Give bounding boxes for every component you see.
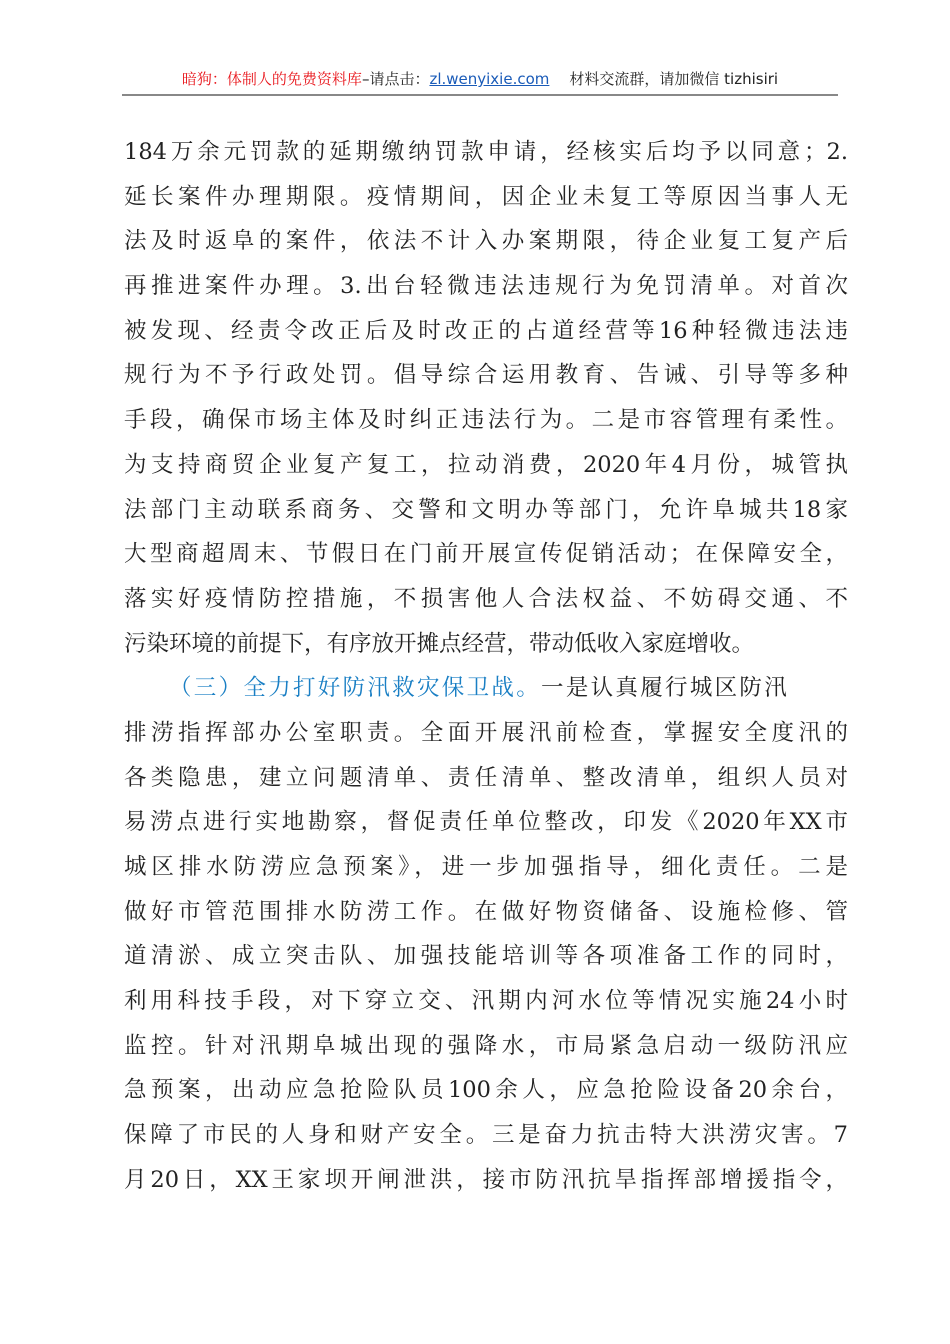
header-contact: 材料交流群，请加微信 tizhisiri xyxy=(569,70,779,88)
text-line: 落实好疫情防控措施，不损害他人合法权益、不妨碍交通、不 xyxy=(124,585,848,612)
text-line: 法部门主动联系商务、交警和文明办等部门，允许阜城共18家 xyxy=(124,496,848,523)
section-line xyxy=(124,666,848,711)
text-line: 保障了市民的人身和财产安全。三是奋力抗击特大洪涝灾害。7 xyxy=(124,1122,848,1149)
header-link[interactable]: zl.wenyixie.com xyxy=(429,70,550,88)
text-line: 污染环境的前提下，有序放开摊点经营，带动低收入家庭增收。 xyxy=(124,630,755,657)
text-line: 为支持商贸企业复产复工，拉动消费，2020年4月份，城管执 xyxy=(124,451,848,478)
header-brand: 暗狗：体制人的免费资料库 xyxy=(181,70,362,88)
page-header xyxy=(122,68,838,96)
text-span: 一是认真履行城区防汛 xyxy=(541,675,790,702)
text-line: 排涝指挥部办公室职责。全面开展汛前检查，掌握安全度汛的 xyxy=(124,719,848,746)
text-line: 被发现、经责令改正后及时改正的占道经营等16种轻微违法违 xyxy=(124,317,848,344)
text-line: 各类隐患，建立问题清单、责任清单、整改清单，组织人员对 xyxy=(124,764,848,791)
text-line: 手段，确保市场主体及时纠正违法行为。二是市容管理有柔性。 xyxy=(124,407,848,434)
text-line: 道清淤、成立突击队、加强技能培训等各项准备工作的同时， xyxy=(124,943,848,970)
text-line: 监控。针对汛期阜城出现的强降水，市局紧急启动一级防汛应 xyxy=(124,1032,848,1059)
text-line: 城区排水防涝应急预案》，进一步加强指导，细化责任。二是 xyxy=(124,854,848,880)
document-body xyxy=(124,130,848,1203)
header-prompt: –请点击： xyxy=(361,70,430,88)
text-line: 法及时返阜的案件，依法不计入办案期限，待企业复工复产后 xyxy=(124,228,848,255)
text-line: 184万余元罚款的延期缴纳罚款申请，经核实后均予以同意；2. xyxy=(124,139,848,165)
text-line: 再推进案件办理。3.出台轻微违法违规行为免罚清单。对首次 xyxy=(124,273,848,300)
text-line: 延长案件办理期限。疫情期间，因企业未复工等原因当事人无 xyxy=(124,183,848,210)
text-line: 规行为不予行政处罚。倡导综合运用教育、告诫、引导等多种 xyxy=(124,362,848,389)
section-heading: （三）全力打好防汛救灾保卫战。 xyxy=(169,675,542,702)
text-line: 做好市管范围排水防涝工作。在做好物资储备、设施检修、管 xyxy=(124,898,848,925)
text-line: 大型商超周末、节假日在门前开展宣传促销活动；在保障安全， xyxy=(124,541,848,568)
text-line: 月20日，XX王家坝开闸泄洪，接市防汛抗旱指挥部增援指令， xyxy=(124,1166,848,1193)
text-line: 易涝点进行实地勘察，督促责任单位整改，印发《2020年XX市 xyxy=(124,809,848,836)
text-line: 急预案，出动应急抢险队员100余人，应急抢险设备20余台， xyxy=(124,1077,848,1104)
text-line: 利用科技手段，对下穿立交、汛期内河水位等情况实施24小时 xyxy=(124,988,848,1015)
